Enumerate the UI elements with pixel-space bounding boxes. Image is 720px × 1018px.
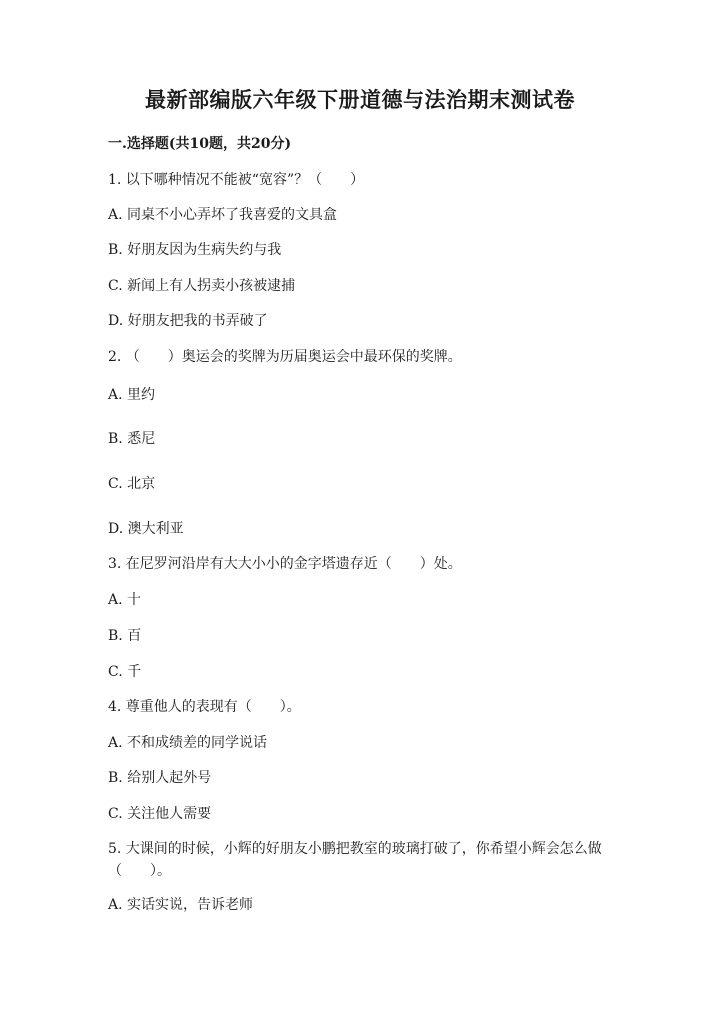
- question-1-option-a: A. 同桌不小心弄坏了我喜爱的文具盒: [108, 207, 338, 223]
- question-5-option-a: A. 实话实说，告诉老师: [108, 897, 254, 913]
- question-3-option-a: A. 十: [108, 592, 142, 608]
- question-1-stem: 1. 以下哪种情况不能被“宽容”？（ ）: [108, 172, 365, 188]
- question-1-option-c: C. 新闻上有人拐卖小孩被逮捕: [108, 278, 296, 294]
- question-4-stem: 4. 尊重他人的表现有（ ）。: [108, 699, 301, 715]
- question-1-option-d: D. 好朋友把我的书弄破了: [108, 313, 268, 329]
- question-2-option-c: C. 北京: [108, 476, 156, 492]
- question-2-stem: 2. （ ）奥运会的奖牌为历届奥运会中最环保的奖牌。: [108, 349, 462, 365]
- question-4-option-c: C. 关注他人需要: [108, 806, 212, 822]
- section-heading: 一.选择题(共10题，共20分): [108, 136, 292, 152]
- question-1-option-b: B. 好朋友因为生病失约与我: [108, 242, 282, 258]
- question-2-option-b: B. 悉尼: [108, 431, 156, 447]
- question-5-stem: 5. 大课间的时候，小辉的好朋友小鹏把教室的玻璃打破了，你希望小辉会怎么做（ ）。: [108, 841, 602, 879]
- question-3-option-b: B. 百: [108, 628, 142, 644]
- question-3-option-c: C. 千: [108, 664, 142, 680]
- page-title: 最新部编版六年级下册道德与法治期末测试卷: [145, 87, 575, 112]
- question-2-option-a: A. 里约: [108, 387, 156, 403]
- question-3-stem: 3. 在尼罗河沿岸有大大小小的金字塔遗存近（ ）处。: [108, 556, 462, 572]
- question-4-option-b: B. 给别人起外号: [108, 770, 212, 786]
- question-2-option-d: D. 澳大利亚: [108, 521, 184, 537]
- question-4-option-a: A. 不和成绩差的同学说话: [108, 735, 268, 751]
